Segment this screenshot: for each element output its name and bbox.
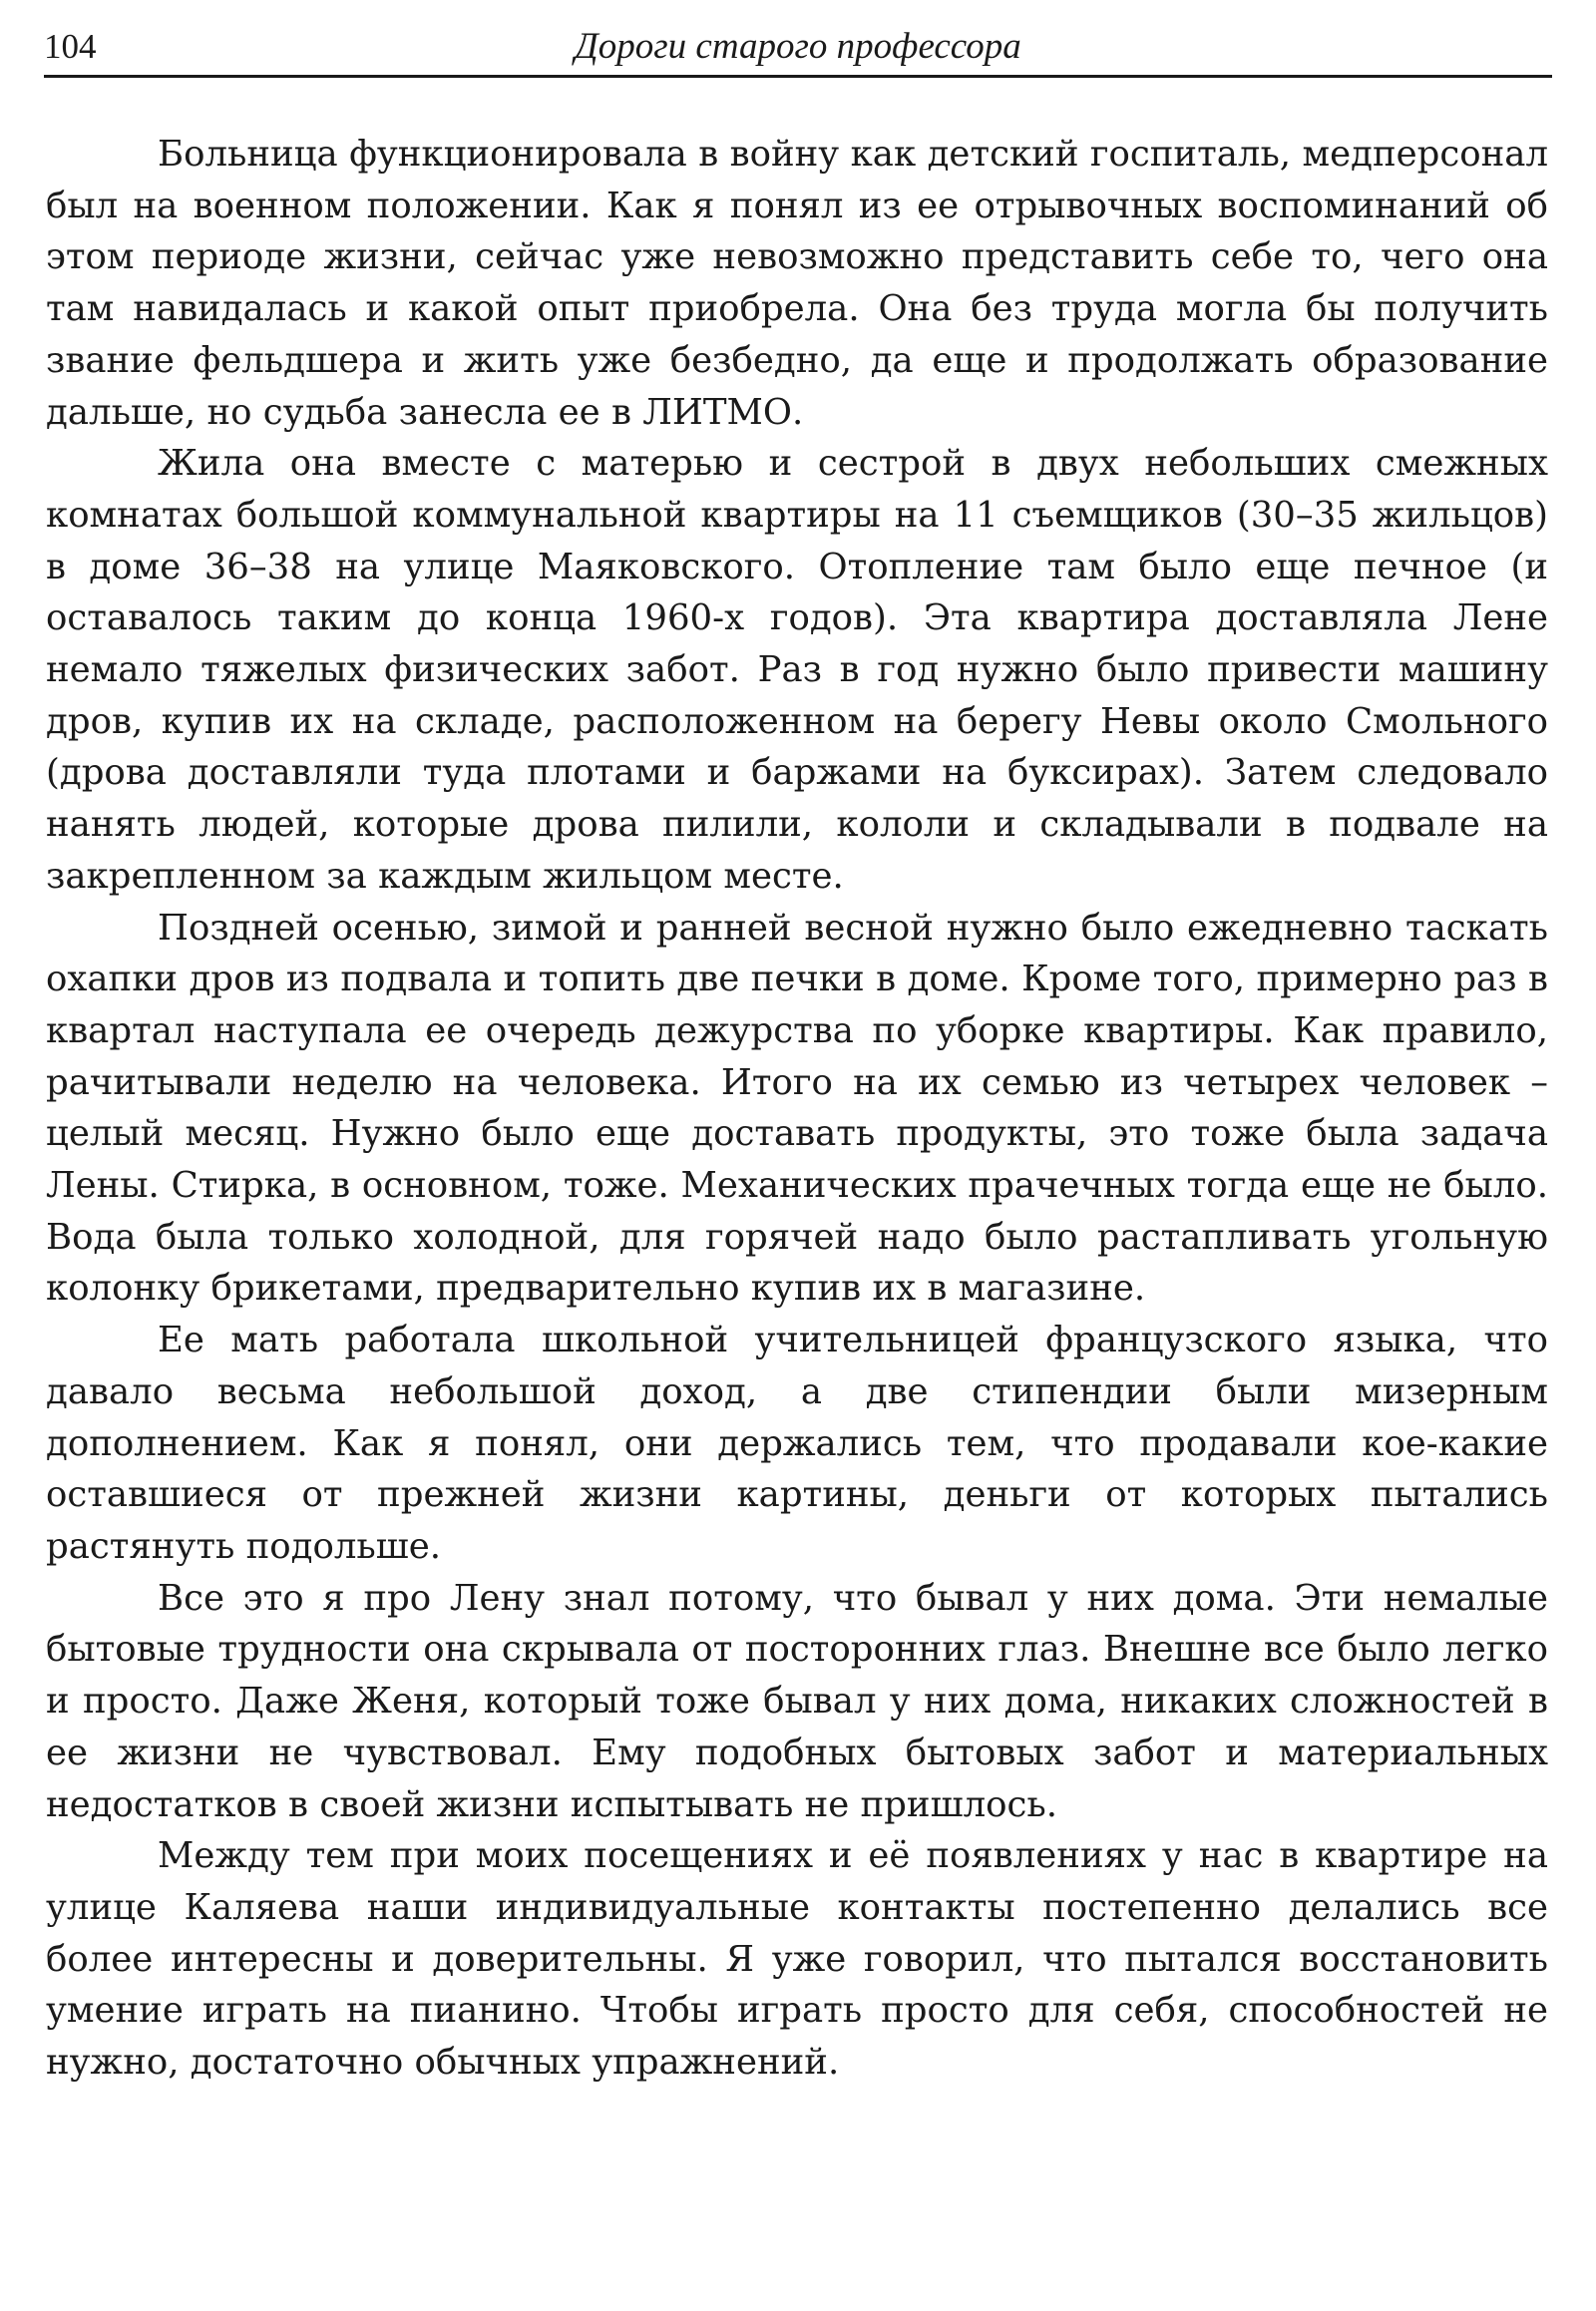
paragraph: Жила она вместе с матерью и сестрой в двух небольших смежных комнатах большой коммунальной квартиры на 11 съемщиков (30–35 жильцов) в доме 36–38 на улице Маяковского. Отопление там было еще печное (и оставалось таким до конца 1960-х годов). Эта квартира доставляла Лене немало тяжелых физических забот. Раз в год нужно было привести машину дров, купив их на складе, расположенном на берегу Невы около Смольного (дрова доставляли туда плотами и баржами на буксирах). Затем следовало нанять людей, которые дрова пилили, кололи и складывали в подвале на закрепленном за каждым жильцом месте. [46,443,1548,897]
paragraph: Больница функционировала в войну как детский госпиталь, медперсонал был на военном положении. Как я понял из ее отрывочных воспоминаний об этом периоде жизни, сейчас уже невозможно представить себе то, чего она там навидалась и какой опыт приобрела. Она без труда могла бы получить звание фельдшера и жить уже безбедно, да еще и продолжать образование дальше, но судьба занесла ее в ЛИТМО. [46,134,1548,433]
paragraph: Все это я про Лену знал потому, что бывал у них дома. Эти немалые бытовые трудности она скрывала от посторонних глаз. Внешне все было легко и просто. Даже Женя, который тоже бывал у них дома, никаких сложностей в ее жизни не чувствовал. Ему подобных бытовых забот и материальных недостатков в своей жизни испытывать не пришлось. [46,1577,1548,1825]
paragraph: Поздней осенью, зимой и ранней весной нужно было ежедневно таскать охапки дров из подвала и топить две печки в доме. Кроме того, примерно раз в квартал наступала ее очередь дежурства по уборке квартиры. Как правило, рачитывали неделю на человека. Итого на их семью из четырех человек – целый месяц. Нужно было еще доставать продукты, это тоже была задача Лены. Стирка, в основном, тоже. Механических прачечных тогда еще не было. Вода была только холодной, для горячей надо было растапливать угольную колонку брикетами, предварительно купив их в магазине. [46,907,1548,1310]
body-text [46,129,1548,2089]
page-header [44,22,1552,76]
header-rule [44,75,1552,78]
paragraph: Между тем при моих посещениях и её появлениях у нас в квартире на улице Каляева наши индивидуальные контакты постепенно делались все более интересны и доверительны. Я уже говорил, что пытался восстановить умение играть на пианино. Чтобы играть просто для себя, способностей не нужно, достаточно обычных упражнений. [46,1835,1548,2084]
running-title: Дороги старого профессора [575,26,1021,67]
page-number: 104 [44,27,97,66]
paragraph: Ее мать работала школьной учительницей французского языка, что давало весьма небольшой доход, а две стипендии были мизерным дополнением. Как я понял, они держались тем, что продавали кое-какие оставшиеся от прежней жизни картины, деньги от которых пытались растянуть подольше. [46,1320,1548,1567]
